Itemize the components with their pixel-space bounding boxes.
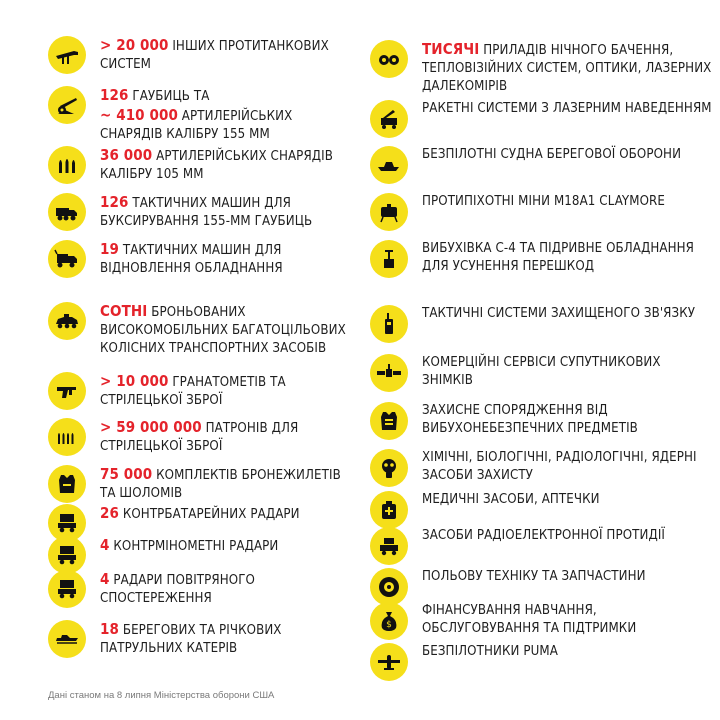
gas-mask-icon xyxy=(370,449,408,487)
list-item: > 20 000 ІНШИХ ПРОТИТАНКОВИХ СИСТЕМ xyxy=(48,36,346,74)
list-item: ЗАСОБИ РАДІОЕЛЕКТРОННОЇ ПРОТИДІЇ xyxy=(370,527,712,565)
laser-guided-rocket-icon xyxy=(370,100,408,138)
body-armor-icon xyxy=(48,465,86,503)
medical-kit-icon xyxy=(370,491,408,529)
list-item: 4 КОНТРМІНОМЕТНІ РАДАРИ xyxy=(48,536,346,574)
list-item: ПОЛЬОВУ ТЕХНІКУ ТА ЗАПЧАСТИНИ xyxy=(370,568,712,606)
claymore-mine-icon xyxy=(370,193,408,231)
radar-truck-icon xyxy=(48,570,86,608)
list-item: 126 ТАКТИЧНИХ МАШИН ДЛЯ БУКСИРУВАННЯ 155-ММ ГАУБИЦЬ xyxy=(48,193,346,231)
electronic-warfare-icon xyxy=(370,527,408,565)
list-item: 4 РАДАРИ ПОВІТРЯНОГО СПОСТЕРЕЖЕННЯ xyxy=(48,570,346,608)
list-item: РАКЕТНІ СИСТЕМИ З ЛАЗЕРНИМ НАВЕДЕННЯМ xyxy=(370,100,712,138)
list-item: СОТНІ БРОНЬОВАНИХ ВИСОКОМОБІЛЬНИХ БАГАТОЦІЛЬОВИХ КОЛІСНИХ ТРАНСПОРТНИХ ЗАСОБІВ xyxy=(48,302,346,358)
howitzer-icon xyxy=(48,86,86,124)
list-item: 126 ГАУБИЦЬ ТА ~ 410 000 АРТИЛЕРІЙСЬКИХ СНАРЯДІВ КАЛІБРУ 155 ММ xyxy=(48,86,346,144)
list-item: МЕДИЧНІ ЗАСОБИ, АПТЕЧКИ xyxy=(370,491,712,529)
list-item: > 59 000 000 ПАТРОНІВ ДЛЯ СТРІЛЕЦЬКОЇ ЗБРОЇ xyxy=(48,418,346,456)
list-item: 75 000 КОМПЛЕКТІВ БРОНЕЖИЛЕТІВ ТА ШОЛОМІВ xyxy=(48,465,346,503)
list-item: ПРОТИПІХОТНІ МІНИ M18A1 CLAYMORE xyxy=(370,193,712,231)
list-item: БЕЗПІЛОТНИКИ PUMA xyxy=(370,643,712,681)
bomb-suit-icon xyxy=(370,402,408,440)
list-item: 36 000 АРТИЛЕРІЙСЬКИХ СНАРЯДІВ КАЛІБРУ 105 ММ xyxy=(48,146,346,184)
list-item: ЗАХИСНЕ СПОРЯДЖЕННЯ ВІД ВИБУХОНЕБЕЗПЕЧНИХ ПРЕДМЕТІВ xyxy=(370,402,712,440)
list-item: 26 КОНТРБАТАРЕЙНИХ РАДАРИ xyxy=(48,504,346,542)
list-item: ТАКТИЧНІ СИСТЕМИ ЗАХИЩЕНОГО ЗВ'ЯЗКУ xyxy=(370,305,712,343)
satellite-icon xyxy=(370,354,408,392)
svg-text:$: $ xyxy=(386,620,392,630)
anti-tank-missile-icon xyxy=(48,36,86,74)
list-item: БЕЗПІЛОТНІ СУДНА БЕРЕГОВОЇ ОБОРОНИ xyxy=(370,146,712,184)
tow-truck-icon xyxy=(48,193,86,231)
drone-icon xyxy=(370,643,408,681)
list-item: ХІМІЧНІ, БІОЛОГІЧНІ, РАДІОЛОГІЧНІ, ЯДЕРНІ ЗАСОБИ ЗАХИСТУ xyxy=(370,449,712,487)
detonator-icon xyxy=(370,240,408,278)
list-item: ТИСЯЧІ ПРИЛАДІВ НІЧНОГО БАЧЕННЯ, ТЕПЛОВІЗІЙНИХ СИСТЕМ, ОПТИКИ, ЛАЗЕРНИХ ДАЛЕКОМІРІВ xyxy=(370,40,712,96)
patrol-boat-icon xyxy=(48,620,86,658)
source-footnote: Дані станом на 8 липня Міністерства оборони США xyxy=(48,690,275,701)
list-item: ВИБУХІВКА С-4 ТА ПІДРИВНЕ ОБЛАДНАННЯ ДЛЯ УСУНЕННЯ ПЕРЕШКОД xyxy=(370,240,712,278)
artillery-shells-icon xyxy=(48,146,86,184)
tire-icon xyxy=(370,568,408,606)
ammunition-icon xyxy=(48,418,86,456)
radar-truck-icon xyxy=(48,536,86,574)
recovery-truck-icon xyxy=(48,240,86,278)
list-item: 18 БЕРЕГОВИХ ТА РІЧКОВИХ ПАТРУЛЬНИХ КАТЕРІВ xyxy=(48,620,346,658)
list-item: 19 ТАКТИЧНИХ МАШИН ДЛЯ ВІДНОВЛЕННЯ ОБЛАДНАННЯ xyxy=(48,240,346,278)
list-item: $ ФІНАНСУВАННЯ НАВЧАННЯ, ОБСЛУГОВУВАННЯ ТА ПІДТРИМКИ xyxy=(370,602,712,640)
money-bag-icon xyxy=(370,602,408,640)
list-item: > 10 000 ГРАНАТОМЕТІВ ТА СТРІЛЕЦЬКОЇ ЗБРОЇ xyxy=(48,372,346,410)
list-item: КОМЕРЦІЙНІ СЕРВІСИ СУПУТНИКОВИХ ЗНІМКІВ xyxy=(370,354,712,392)
grenade-launcher-icon xyxy=(48,372,86,410)
unmanned-boat-icon xyxy=(370,146,408,184)
night-vision-goggles-icon xyxy=(370,40,408,78)
armored-vehicle-icon xyxy=(48,302,86,340)
radio-icon xyxy=(370,305,408,343)
